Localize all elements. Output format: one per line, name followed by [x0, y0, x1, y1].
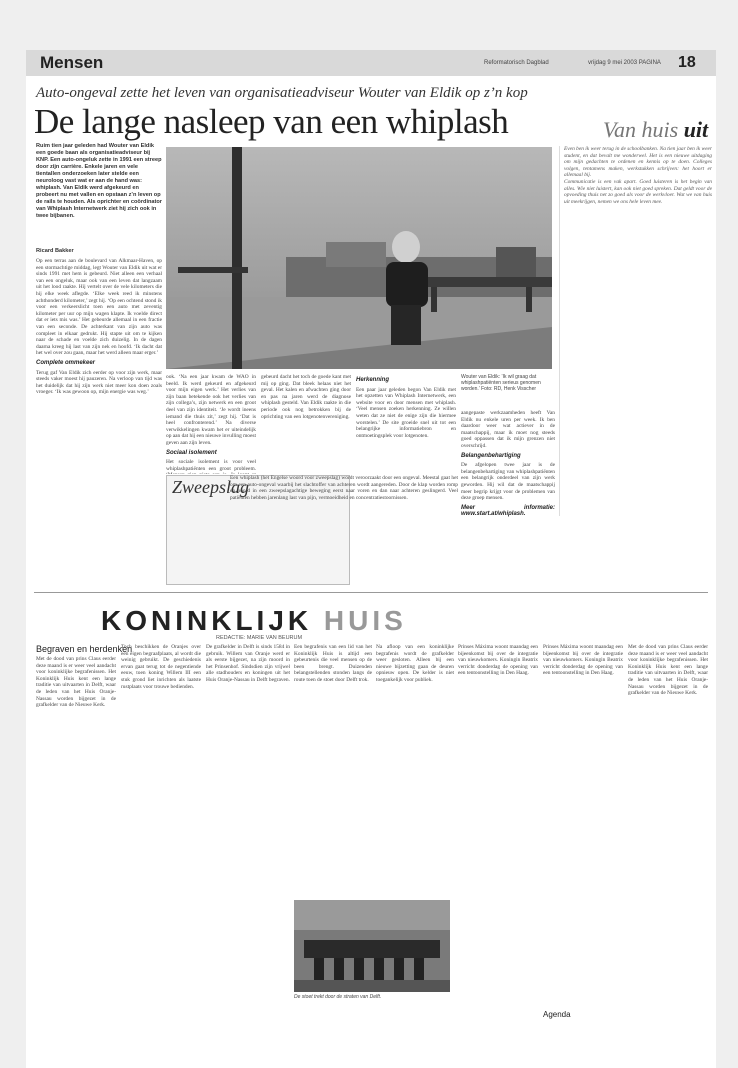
subheading: Herkenning: [356, 377, 390, 383]
column-title-prefix: Van huis: [603, 117, 684, 142]
section-title: Mensen: [40, 53, 104, 72]
kh-column-5: Na afloop van een koninklijke begrafenis wordt de grafkelder weer gesloten. Alleen bij een nieuwe bijzetting gaan de deuren opnieuw open. De kelder is niet toegankelijk voor publiek.: [376, 644, 454, 683]
article-column-5: [461, 410, 555, 584]
column-text: Een paar jaar geleden begon Van Eldik met het opzetten van Whiplash Internetwerk, een website voor en door mensen met whiplash. ‘Veel mensen zoeken herkenning. Ze willen weten dat ze niet de enige zijn die hiermee worstelen.’ De site groeide snel uit tot een belangrijke informatiebron en ontmoetingsplek voor lotgenoten.: [356, 386, 456, 439]
kh-column-1: Met de dood van prins Claus eerder deze maand is er weer veel aandacht voor koninklijke begrafenissen. Het Koninklijk Huis kent een lange traditie van uitvaarten in Delft, waar de leden van het Huis Oranje-Nassau worden bijgezet in de grafkelder van de Nieuwe Kerk.: [36, 656, 116, 709]
subheading: Sociaal isolement: [166, 449, 217, 456]
column-text: gebeurd dacht het toch de goede kant met mij op ging. Dat bleek helaas niet het geval. Het kalen en afwachten ging door en pas na jaren werd de diagnose whiplash gesteld. Van Eldik raakte in die periode ook nog betrokken bij de oprichting van een lotgenotenvereniging.: [261, 374, 351, 420]
kh-title-bold: KONINKLIJK: [101, 605, 324, 636]
kh-column-8: Met de dood van prins Claus eerder deze maand is er weer veel aandacht voor koninklijke begrafenissen. Het Koninklijk Huis kent een lange traditie van uitvaarten in Delft, waar de leden van het Huis Oranje-Nassau worden bijgezet in de grafkelder van de Nieuwe Kerk.: [628, 644, 708, 697]
column-text: Het sociale isolement is voor veel whiplashpatiënten een groot probleem.: [166, 459, 256, 472]
column-title-bold: uit: [683, 117, 709, 142]
photo-caption: [461, 374, 556, 393]
column-text: De afgelopen twee jaar is de belangenbehartiging van whiplashpatiënten een belangrijk onderdeel van zijn werk geworden. Hij wil dat de maatschappij meer begrip krijgt voor de problemen van deze groep mensen.: [461, 462, 555, 502]
section-divider: [34, 592, 708, 593]
caption-credit: Foto: RD, Henk Visscher: [481, 386, 537, 393]
article-byline: Ricard Bakker: [36, 248, 74, 254]
column-text: Terug gaf Van Eldik zich eerder op voor zijn werk, maar steeds vaker moest hij pauzeren. Na verloop van tijd was het duidelijk dat hij zijn werk niet meer kon doen zoals vroeger. ‘Ik was gewoon op, mijn energie was weg.’: [36, 369, 162, 396]
kh-column-6: Prinses Máxima woont maandag een bijeenkomst bij over de integratie van nieuwkomers. Koningin Beatrix verricht donderdag de opening van een tentoonstelling in Den Haag.: [458, 644, 538, 677]
edition-date: vrijdag 9 mei 2003 PAGINA: [588, 60, 661, 66]
article-column-3: [261, 374, 351, 474]
column-text: aangepaste werkzaamheden heeft Van Eldik nu enkele uren per week. Ik ben daardoor weer wat actiever in de maatschappij, maar ik moet nog steeds goed oppassen dat ik mijn grenzen niet overschrijd.: [461, 410, 555, 449]
kh-column-3: De grafkelder in Delft is sinds 1584 in gebruik. Willem van Oranje werd er als eerste bijgezet, na zijn moord in het Prinsenhof. Sindsdien zijn vrijwel alle stadhouders en koningen uit het Huis Oranje-Nassau in Delft begraven.: [206, 644, 290, 683]
kh-editor: REDACTIE: MARIE VAN BEURUM: [216, 635, 303, 641]
kh-photo: [294, 900, 450, 992]
article-headline: De lange nasleep van een whiplash: [34, 102, 509, 141]
kh-photo-illustration: [294, 900, 450, 992]
column-text: Op een terras aan de boulevard van Alkmaar-Haven, op een stormachtige middag, legt Wouter van Eldik uit wat er sinds 1991 met hem is gebeurd. Niet alleen een verhaal van een ongeluk, maar ook van een leven dat langzaam uit het lood raakte. Hij vertelt over de vele kilometers die hij elke week aflegde. ‘Elke week reed ik minstens achthonderd kilometer,’ zegt hij. ‘Op een ochtend stond ik voor een verkeerslicht toen een auto met zeventig kilometer per uur op mijn wagen klapte. Ik voelde direct dat er iets mis was.’ Het gebeurde allemaal in een fractie van een seconde. De achterkant van zijn auto was compleet in elkaar gedrukt. Hij stapte uit om te kijken naar de schade en voelde zich duizelig. In de dagen daarna kreeg hij last van zijn nek en hoofd. ‘Ik dacht dat het wel over zou gaan, maar het werd alleen maar erger.’: [36, 258, 162, 357]
article-column-1: [36, 258, 162, 588]
kh-column-4: Een begrafenis van een lid van het Koninklijk Huis is altijd een gebeurtenis die veel mensen op de been brengt. Duizenden belangstellenden stonden langs de route toen de stoet door Delft trok.: [294, 644, 372, 683]
agenda-heading: Agenda: [543, 1010, 571, 1019]
column-paragraph: Communicatie is een vak apart. Goed luisteren is het begin van alles. Wie niet luistert, kan ook niet goed spreken. Dat geldt voor de opvoeding thuis net zo goed als voor de werkvloer. Wat we van huis uit meekrijgen, nemen we ons hele leven mee.: [564, 178, 712, 205]
article-lead: Ruim tien jaar geleden had Wouter van Eldik een goede baan als organisatieadviseur bij KNP. Een auto-ongeluk zette in 1991 een streep door zijn carrière. Enkele jaren en vele tientallen onderzoeken later stelde een neuroloog vast wat er aan de hand was: whiplash. Van Eldik werd afgekeurd en probeert nu met vallen en opstaan z’n leven op de rails te houden. Als oprichter en coördinator van Whiplash Internetwerk ziet hij zich ook in twee bijbanen.: [36, 143, 162, 219]
article-photo: [166, 147, 552, 369]
zweepslag-text: Een whiplash (het Engelse woord voor zweepslag) wordt veroorzaakt door een ongeval. Meestal gaat het om een auto-ongeval waarbij het slachtoffer van achteren wordt aangereden. Door de klap worden romp en hoofd in een zweepslagachtige beweging eerst naar voren en dan naar achteren geslingerd. Veel patiënten hebben jarenlang last van pijn, vermoeidheid en concentratiestoornissen.: [230, 475, 458, 501]
kh-column-7: Prinses Máxima woont maandag een bijeenkomst bij over de integratie van nieuwkomers. Koningin Beatrix verricht donderdag de opening van een tentoonstelling in Den Haag.: [543, 644, 623, 677]
column-title: [603, 117, 708, 143]
kh-heading: Begraven en herdenken: [36, 644, 133, 654]
column-paragraph: Even ben ik weer terug in de schoolbanken. Na tien jaar ben ik weer student, en dat bevalt me wonderwel. Het is een nieuwe uitdaging om mijn gedachten te ordenen en kennis op te doen. Colleges volgen, tentamens maken, werkstukken schrijven: het hoort er allemaal bij.: [564, 146, 712, 179]
kh-title-light: HUIS: [323, 605, 407, 636]
article-kicker: Auto-ongeval zette het leven van organisatieadviseur Wouter van Eldik op z’n kop: [36, 85, 528, 101]
column-text: ook. ‘Na een jaar kwam de WAO in beeld. Ik werd gekeurd en afgekeurd voor mijn eigen werk.’ Het verlies van zijn baan betekende ook het verlies van zijn collega’s, zijn netwerk en een groot deel van zijn identiteit. ‘Je wordt ineens iemand die thuis zit,’ zegt hij. ‘Dat is heel confronterend.’ Na diverse verwikkelingen kwam het er uiteindelijk op aan dat hij een nieuwe invulling moest geven aan zijn leven.: [166, 374, 256, 446]
zweepslag-title: Zweepslag: [172, 477, 250, 497]
newspaper-page: [26, 50, 716, 1068]
koninklijk-huis-title: [101, 605, 407, 637]
article-column-2: [166, 374, 256, 474]
page-number: 18: [678, 54, 696, 71]
photo-illustration: [166, 147, 552, 369]
kh-photo-caption: De stoet trekt door de straten van Delft.: [294, 994, 382, 1000]
more-info: Meer informatie: www.start.at/whiplash.: [461, 504, 555, 518]
subheading: Belangenbehartiging: [461, 452, 521, 459]
subheading: Complete ommekeer: [36, 359, 96, 366]
kh-column-2: Toch beschikken de Oranjes over een eigen begraafplaats, al wordt die weinig gebruikt. De geschiedenis ervan gaat terug tot de negentiende eeuw, toen koning Willem III een stuk grond liet inrichten als laatste rustplaats voor trouwe bedienden.: [121, 644, 201, 690]
page-header: [26, 50, 716, 76]
caption-text: Wouter van Eldik: ‘Ik wil graag dat whiplashpatiënten serieus genomen worden.’: [461, 374, 541, 393]
column-text-block: [559, 146, 712, 516]
paper-name: Reformatorisch Dagblad: [484, 60, 549, 66]
